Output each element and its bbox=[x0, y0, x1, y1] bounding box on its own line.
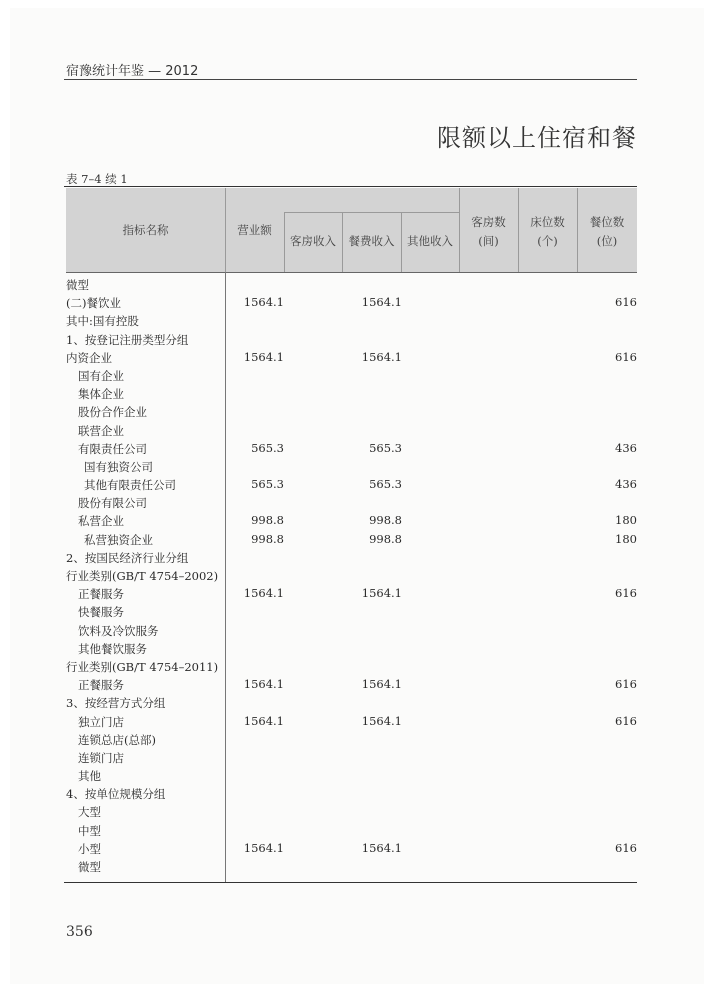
cell-food-income: 1564.1 bbox=[361, 295, 402, 310]
cell-food-income: 565.3 bbox=[369, 440, 402, 455]
row-label: 连锁门店 bbox=[78, 750, 124, 765]
page-number: 356 bbox=[66, 924, 93, 940]
table-row bbox=[66, 803, 637, 821]
row-label: 其他 bbox=[78, 769, 101, 784]
table-row bbox=[66, 494, 637, 512]
row-label: 饮料及冷饮服务 bbox=[78, 623, 159, 638]
row-label: 快餐服务 bbox=[78, 605, 124, 620]
cell-seats: 180 bbox=[615, 513, 637, 528]
row-label: 小型 bbox=[78, 841, 101, 856]
cell-revenue: 565.3 bbox=[251, 440, 284, 455]
table-row bbox=[66, 312, 637, 330]
row-label: 4、按单位规模分组 bbox=[66, 787, 166, 802]
row-label: 正餐服务 bbox=[78, 587, 124, 602]
table-row bbox=[66, 622, 637, 640]
cell-seats: 616 bbox=[615, 713, 637, 728]
cell-food-income: 1564.1 bbox=[361, 840, 402, 855]
table-row bbox=[66, 694, 637, 712]
header-divider bbox=[518, 188, 519, 272]
header-room-income: 客房收入 bbox=[290, 234, 336, 248]
cell-seats: 436 bbox=[615, 477, 637, 492]
cell-revenue: 1564.1 bbox=[243, 586, 284, 601]
header-food-income: 餐费收入 bbox=[348, 234, 395, 248]
cell-revenue: 998.8 bbox=[251, 531, 284, 546]
row-label: 1、按登记注册类型分组 bbox=[66, 332, 189, 347]
table-row bbox=[66, 749, 637, 767]
row-label: 股份有限公司 bbox=[78, 496, 147, 511]
row-label: 大型 bbox=[78, 805, 101, 820]
table-row bbox=[66, 676, 637, 694]
row-label: (二)餐饮业 bbox=[66, 296, 121, 311]
table-row bbox=[66, 276, 637, 294]
row-label: 国有独资公司 bbox=[84, 459, 153, 474]
table-top-rule bbox=[64, 186, 637, 187]
cell-revenue: 1564.1 bbox=[243, 713, 284, 728]
row-label: 私营企业 bbox=[78, 514, 124, 529]
cell-food-income: 1564.1 bbox=[361, 349, 402, 364]
row-label: 国有企业 bbox=[78, 368, 124, 383]
table-row bbox=[66, 585, 637, 603]
cell-food-income: 1564.1 bbox=[361, 677, 402, 692]
table-row bbox=[66, 713, 637, 731]
table-row bbox=[66, 331, 637, 349]
header-revenue: 营业额 bbox=[237, 223, 272, 237]
header-indicator: 指标名称 bbox=[122, 223, 169, 237]
header-rooms: 客房数 bbox=[471, 215, 506, 229]
table-row bbox=[66, 640, 637, 658]
table-bottom-rule bbox=[64, 882, 637, 883]
row-label: 集体企业 bbox=[78, 387, 124, 402]
cell-revenue: 998.8 bbox=[251, 513, 284, 528]
table-body bbox=[66, 276, 637, 876]
row-label: 其中:国有控股 bbox=[66, 314, 139, 329]
cell-food-income: 1564.1 bbox=[361, 713, 402, 728]
table-row bbox=[66, 349, 637, 367]
cell-seats: 616 bbox=[615, 349, 637, 364]
table-row bbox=[66, 294, 637, 312]
header-divider bbox=[284, 212, 459, 213]
cell-revenue: 1564.1 bbox=[243, 349, 284, 364]
header-seats-unit: (位) bbox=[596, 234, 618, 248]
cell-revenue: 1564.1 bbox=[243, 295, 284, 310]
row-label: 3、按经营方式分组 bbox=[66, 696, 166, 711]
cell-seats: 616 bbox=[615, 295, 637, 310]
row-label: 有限责任公司 bbox=[78, 441, 147, 456]
row-label: 连锁总店(总部) bbox=[78, 732, 156, 747]
row-label: 股份合作企业 bbox=[78, 405, 147, 420]
table-row bbox=[66, 785, 637, 803]
table-row bbox=[66, 840, 637, 858]
cell-seats: 436 bbox=[615, 440, 637, 455]
header-beds: 床位数 bbox=[530, 215, 565, 229]
table-row bbox=[66, 476, 637, 494]
row-label: 2、按国民经济行业分组 bbox=[66, 550, 189, 565]
table-row bbox=[66, 403, 637, 421]
row-label: 内资企业 bbox=[66, 350, 112, 365]
table-row bbox=[66, 858, 637, 876]
row-label: 私营独资企业 bbox=[84, 532, 153, 547]
table-row bbox=[66, 603, 637, 621]
row-label: 行业类别(GB/T 4754–2002) bbox=[66, 569, 219, 583]
table-row bbox=[66, 458, 637, 476]
table-row bbox=[66, 385, 637, 403]
cell-revenue: 565.3 bbox=[251, 477, 284, 492]
cell-food-income: 998.8 bbox=[369, 531, 402, 546]
row-label: 中型 bbox=[78, 823, 101, 838]
cell-seats: 180 bbox=[615, 531, 637, 546]
cell-revenue: 1564.1 bbox=[243, 677, 284, 692]
cell-seats: 616 bbox=[615, 677, 637, 692]
table-row bbox=[66, 567, 637, 585]
table-label: 表 7–4 续 1 bbox=[66, 172, 128, 186]
header-divider bbox=[459, 188, 460, 272]
cell-food-income: 1564.1 bbox=[361, 586, 402, 601]
table-row bbox=[66, 549, 637, 567]
table-row bbox=[66, 658, 637, 676]
page-title: 限额以上住宿和餐 bbox=[437, 124, 637, 152]
table-row bbox=[66, 422, 637, 440]
header-beds-unit: (个) bbox=[537, 234, 558, 248]
table-row bbox=[66, 822, 637, 840]
header-seats: 餐位数 bbox=[589, 215, 625, 229]
row-label: 行业类别(GB/T 4754–2011) bbox=[66, 659, 219, 674]
table-row bbox=[66, 512, 637, 530]
header-divider bbox=[577, 188, 578, 272]
table-row bbox=[66, 731, 637, 749]
table-row bbox=[66, 531, 637, 549]
running-head-rule bbox=[64, 79, 637, 80]
cell-revenue: 1564.1 bbox=[243, 840, 284, 855]
row-label: 独立门店 bbox=[78, 714, 124, 729]
running-head: 宿豫统计年鉴 — 2012 bbox=[66, 64, 199, 79]
header-rooms-unit: (间) bbox=[478, 234, 499, 248]
table-row bbox=[66, 367, 637, 385]
row-label: 其他有限责任公司 bbox=[84, 478, 176, 493]
cell-food-income: 998.8 bbox=[369, 513, 402, 528]
table-row bbox=[66, 440, 637, 458]
row-label: 正餐服务 bbox=[78, 678, 124, 693]
cell-seats: 616 bbox=[615, 586, 637, 601]
row-label: 微型 bbox=[78, 860, 101, 874]
cell-seats: 616 bbox=[615, 840, 637, 855]
row-label: 联营企业 bbox=[78, 423, 124, 438]
header-other-income: 其他收入 bbox=[407, 234, 453, 248]
header-bottom-rule bbox=[66, 272, 637, 273]
row-label: 微型 bbox=[66, 278, 89, 292]
cell-food-income: 565.3 bbox=[369, 477, 402, 492]
row-label: 其他餐饮服务 bbox=[78, 641, 147, 656]
table-row bbox=[66, 767, 637, 785]
